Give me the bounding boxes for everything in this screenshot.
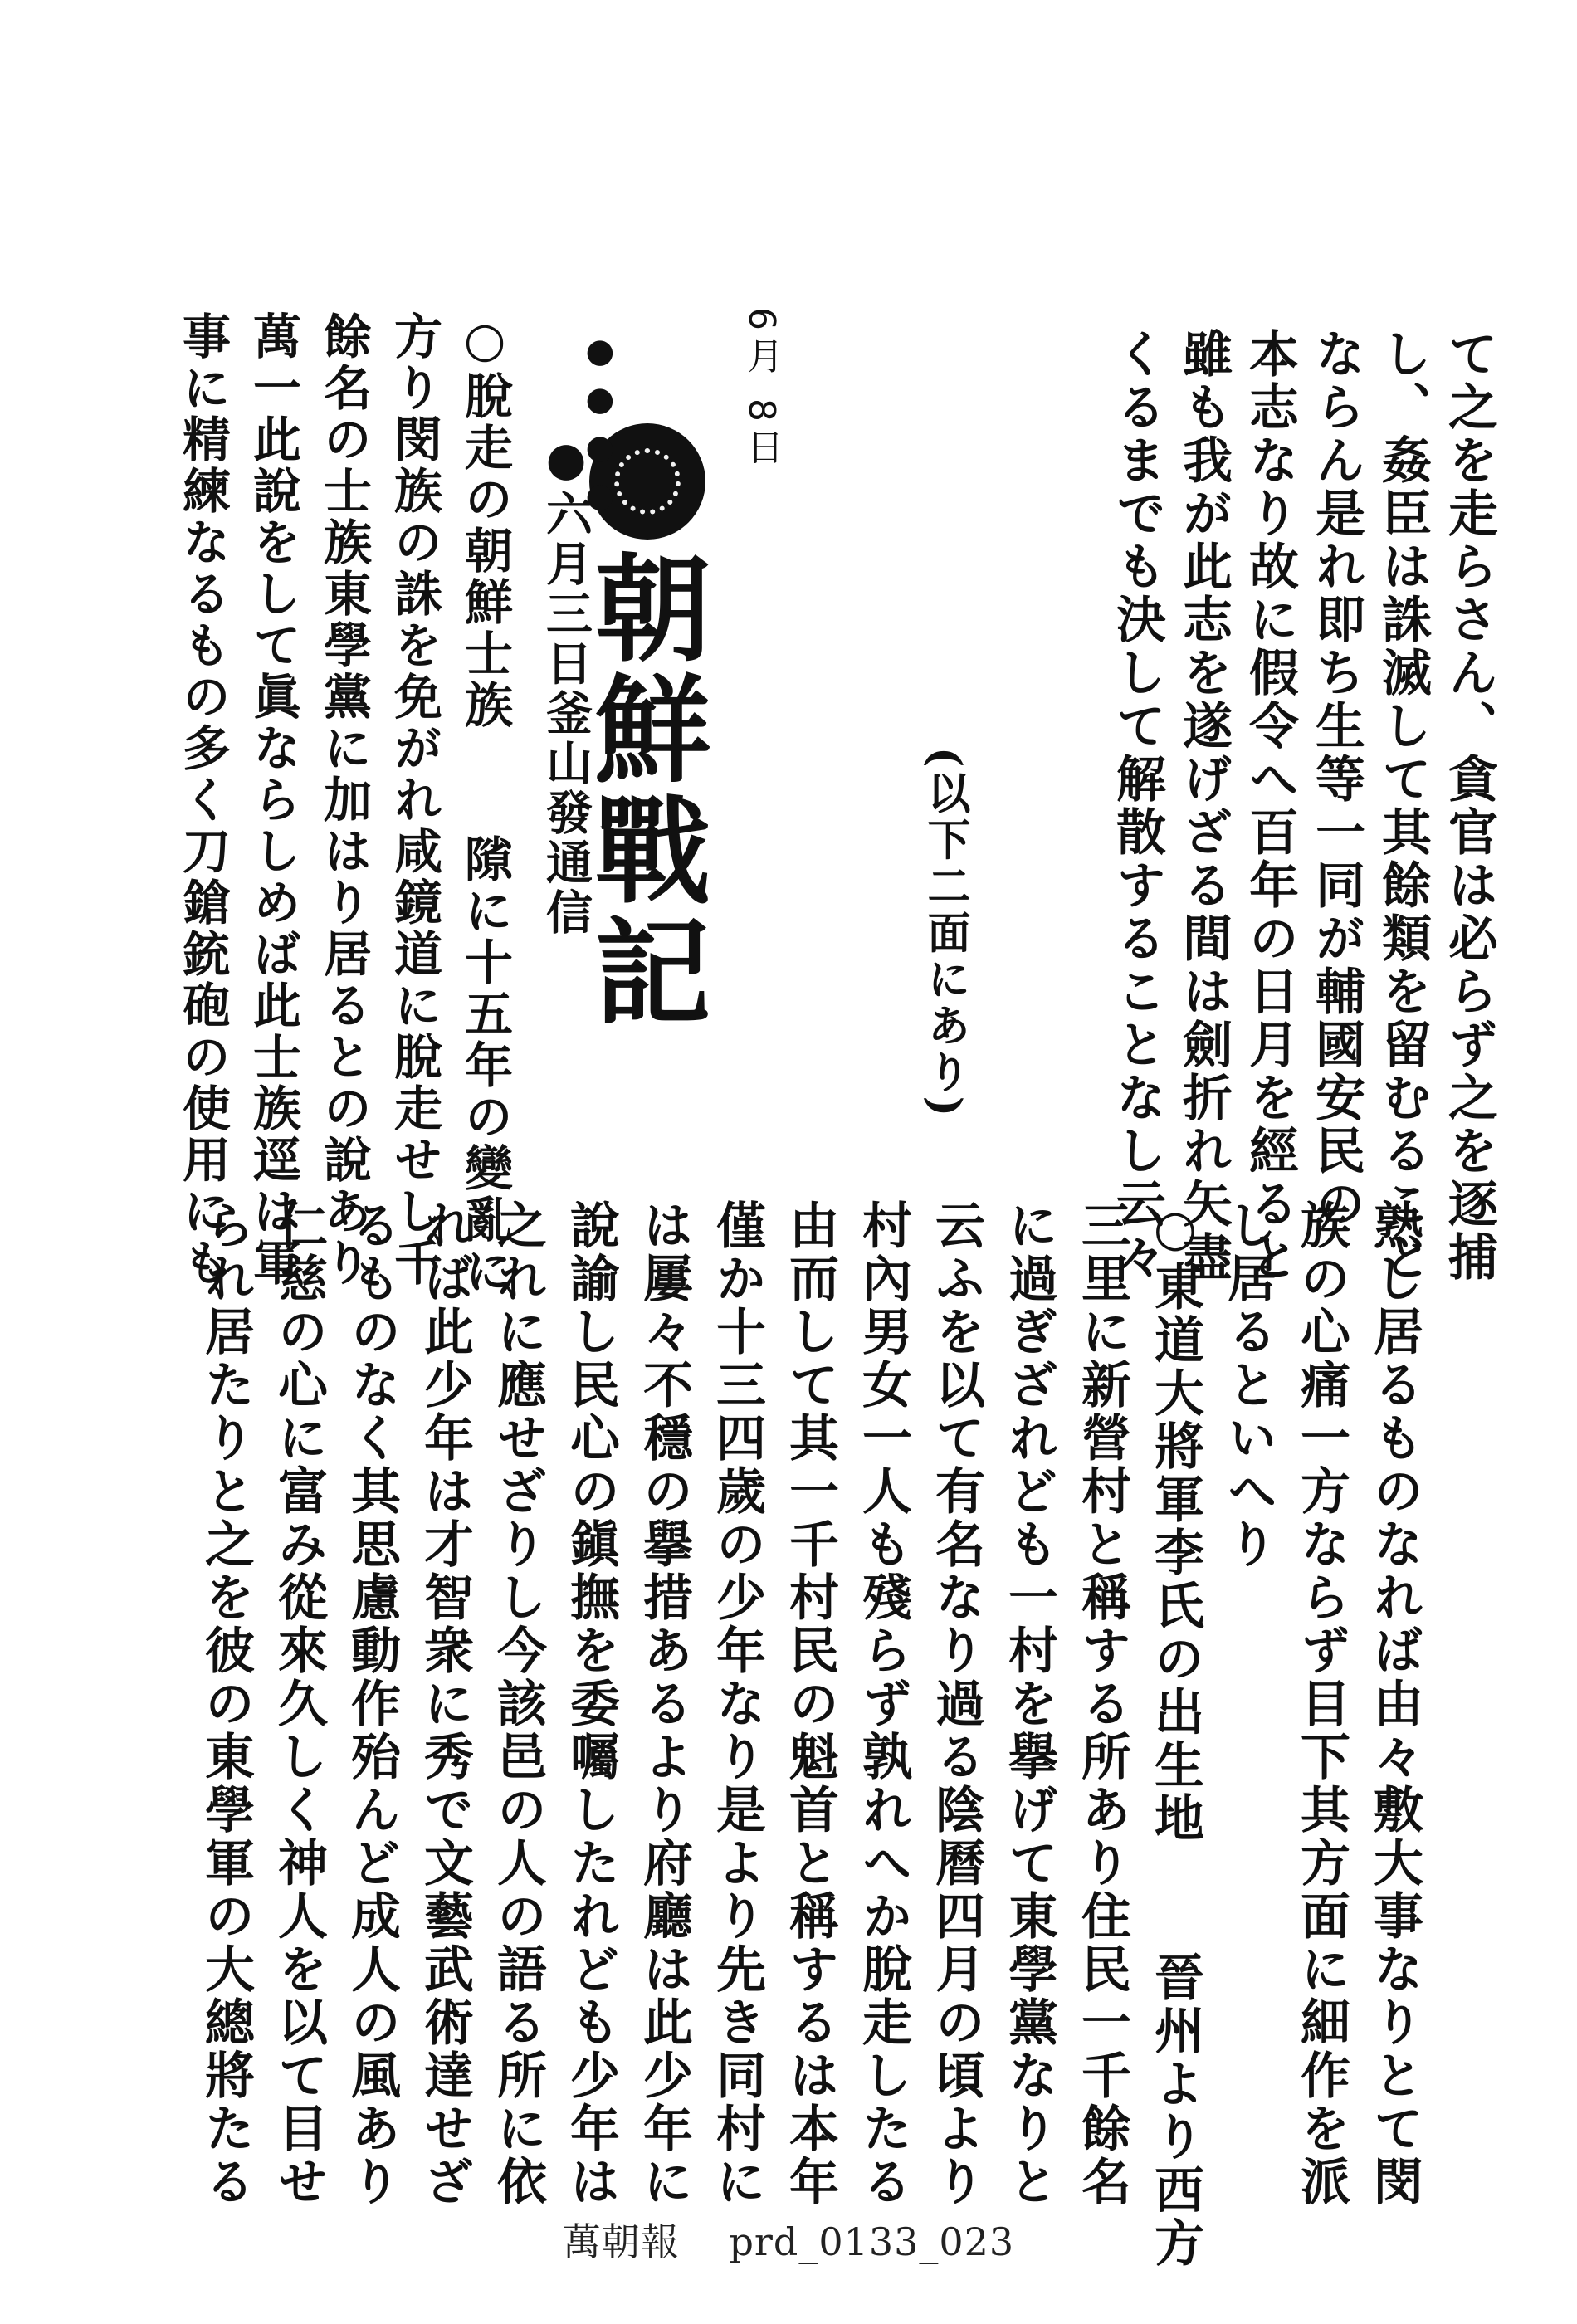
top-article-column-6: くるまでも決して解散することなし云々 [1108,328,1166,1284]
bottom-article-column-12: 說諭し民心の鎭撫を委囑したれども少年は [562,1199,620,2209]
bottom-article-column-7: 云ふを以て有名なり過る陰曆四月の頃より [927,1199,985,2209]
bottom-article-column-5: 三里に新營村と稱する所あり住民一千餘名 [1073,1199,1131,2209]
page-footer [0,2212,1577,2267]
left-article-column-3: 餘名の士族東學黨に加はり居るとの說あり [315,311,372,1289]
bottom-article-column-1: 熟し居るものなれば由々敷大事なりとて閔 [1365,1199,1423,2209]
bottom-article-column-8: 村內男女一人も殘らず孰れへか脫走したる [854,1199,912,2209]
publication-name: 萬朝報 [562,2219,680,2264]
top-article-column-1: て之を走らさん、貪官は必らず之を逐捕 [1440,328,1498,1284]
reference-code: prd_0133_023 [729,2219,1015,2264]
bottom-article-column-11: は屢々不穩の擧措あるより府廳は此少年に [635,1199,693,2209]
bottom-article-column-4: ○東道大將軍李氏の出生地 晉州より西方 [1146,1199,1204,2270]
top-article-column-4: 本志なり故に假令へ百年の日月を經ると [1241,328,1299,1284]
bottom-article-column-9: 由而して其一千村民の魁首と稱するは本年 [781,1199,839,2209]
top-article-column-2: し、姦臣は誅滅して其餘類を留むること [1374,328,1432,1284]
left-article-column-5: 事に精練なるもの多く刀鎗銃砲の使用にも [174,311,231,1289]
bottom-article-column-6: に過ぎざれども一村を擧げて東學黨なりと [1000,1199,1058,2209]
bottom-article-column-14: れば此少年は才智衆に秀で文藝武術達せざ [416,1199,474,2209]
article-title: 朝鮮戰記 [575,548,711,1033]
article-dateline: ●六月三日釜山發通信 [539,432,593,938]
bottom-article-column-15: るものなく其思慮動作殆んど成人の風あり [343,1199,401,2209]
bottom-article-column-3: し居るといへり [1219,1199,1277,1571]
left-article-column-4: 萬一此說をして眞ならしめば此士族逕は軍 [245,311,301,1289]
bottom-article-column-2: 族の心痛一方ならず目下其方面に細作を派 [1292,1199,1350,2209]
top-article-column-3: ならん是れ即ち生等一同が輔國安民の [1307,328,1365,1231]
decorative-dots-icon: ●●●● [581,332,619,525]
issue-date: 6月 8日 [740,307,783,471]
bottom-article-column-10: 僅か十三四歲の少年なり是より先き同村に [708,1199,766,2209]
bottom-article-column-16: 仁慈の心に富み從來久しく神人を以て目せ [270,1199,328,2209]
continuation-note: (以下二面にあり) [920,747,970,1120]
left-article-column-1: ○脫走の朝鮮士族 𨻶に十五年の變亂に [456,311,513,1297]
bottom-article-column-17: られ居たりと之を彼の東學軍の大總將たる [197,1199,255,2209]
left-article-column-2: 方り閔族の誅を免がれ咸鏡道に脫走せし千 [386,311,442,1289]
top-article-column-5: 雖も我が此志を遂げざる間は劍折れ矢盡 [1174,328,1233,1284]
bottom-article-column-13: 之れに應せざりし今該邑の人の語る所に依 [489,1199,547,2209]
